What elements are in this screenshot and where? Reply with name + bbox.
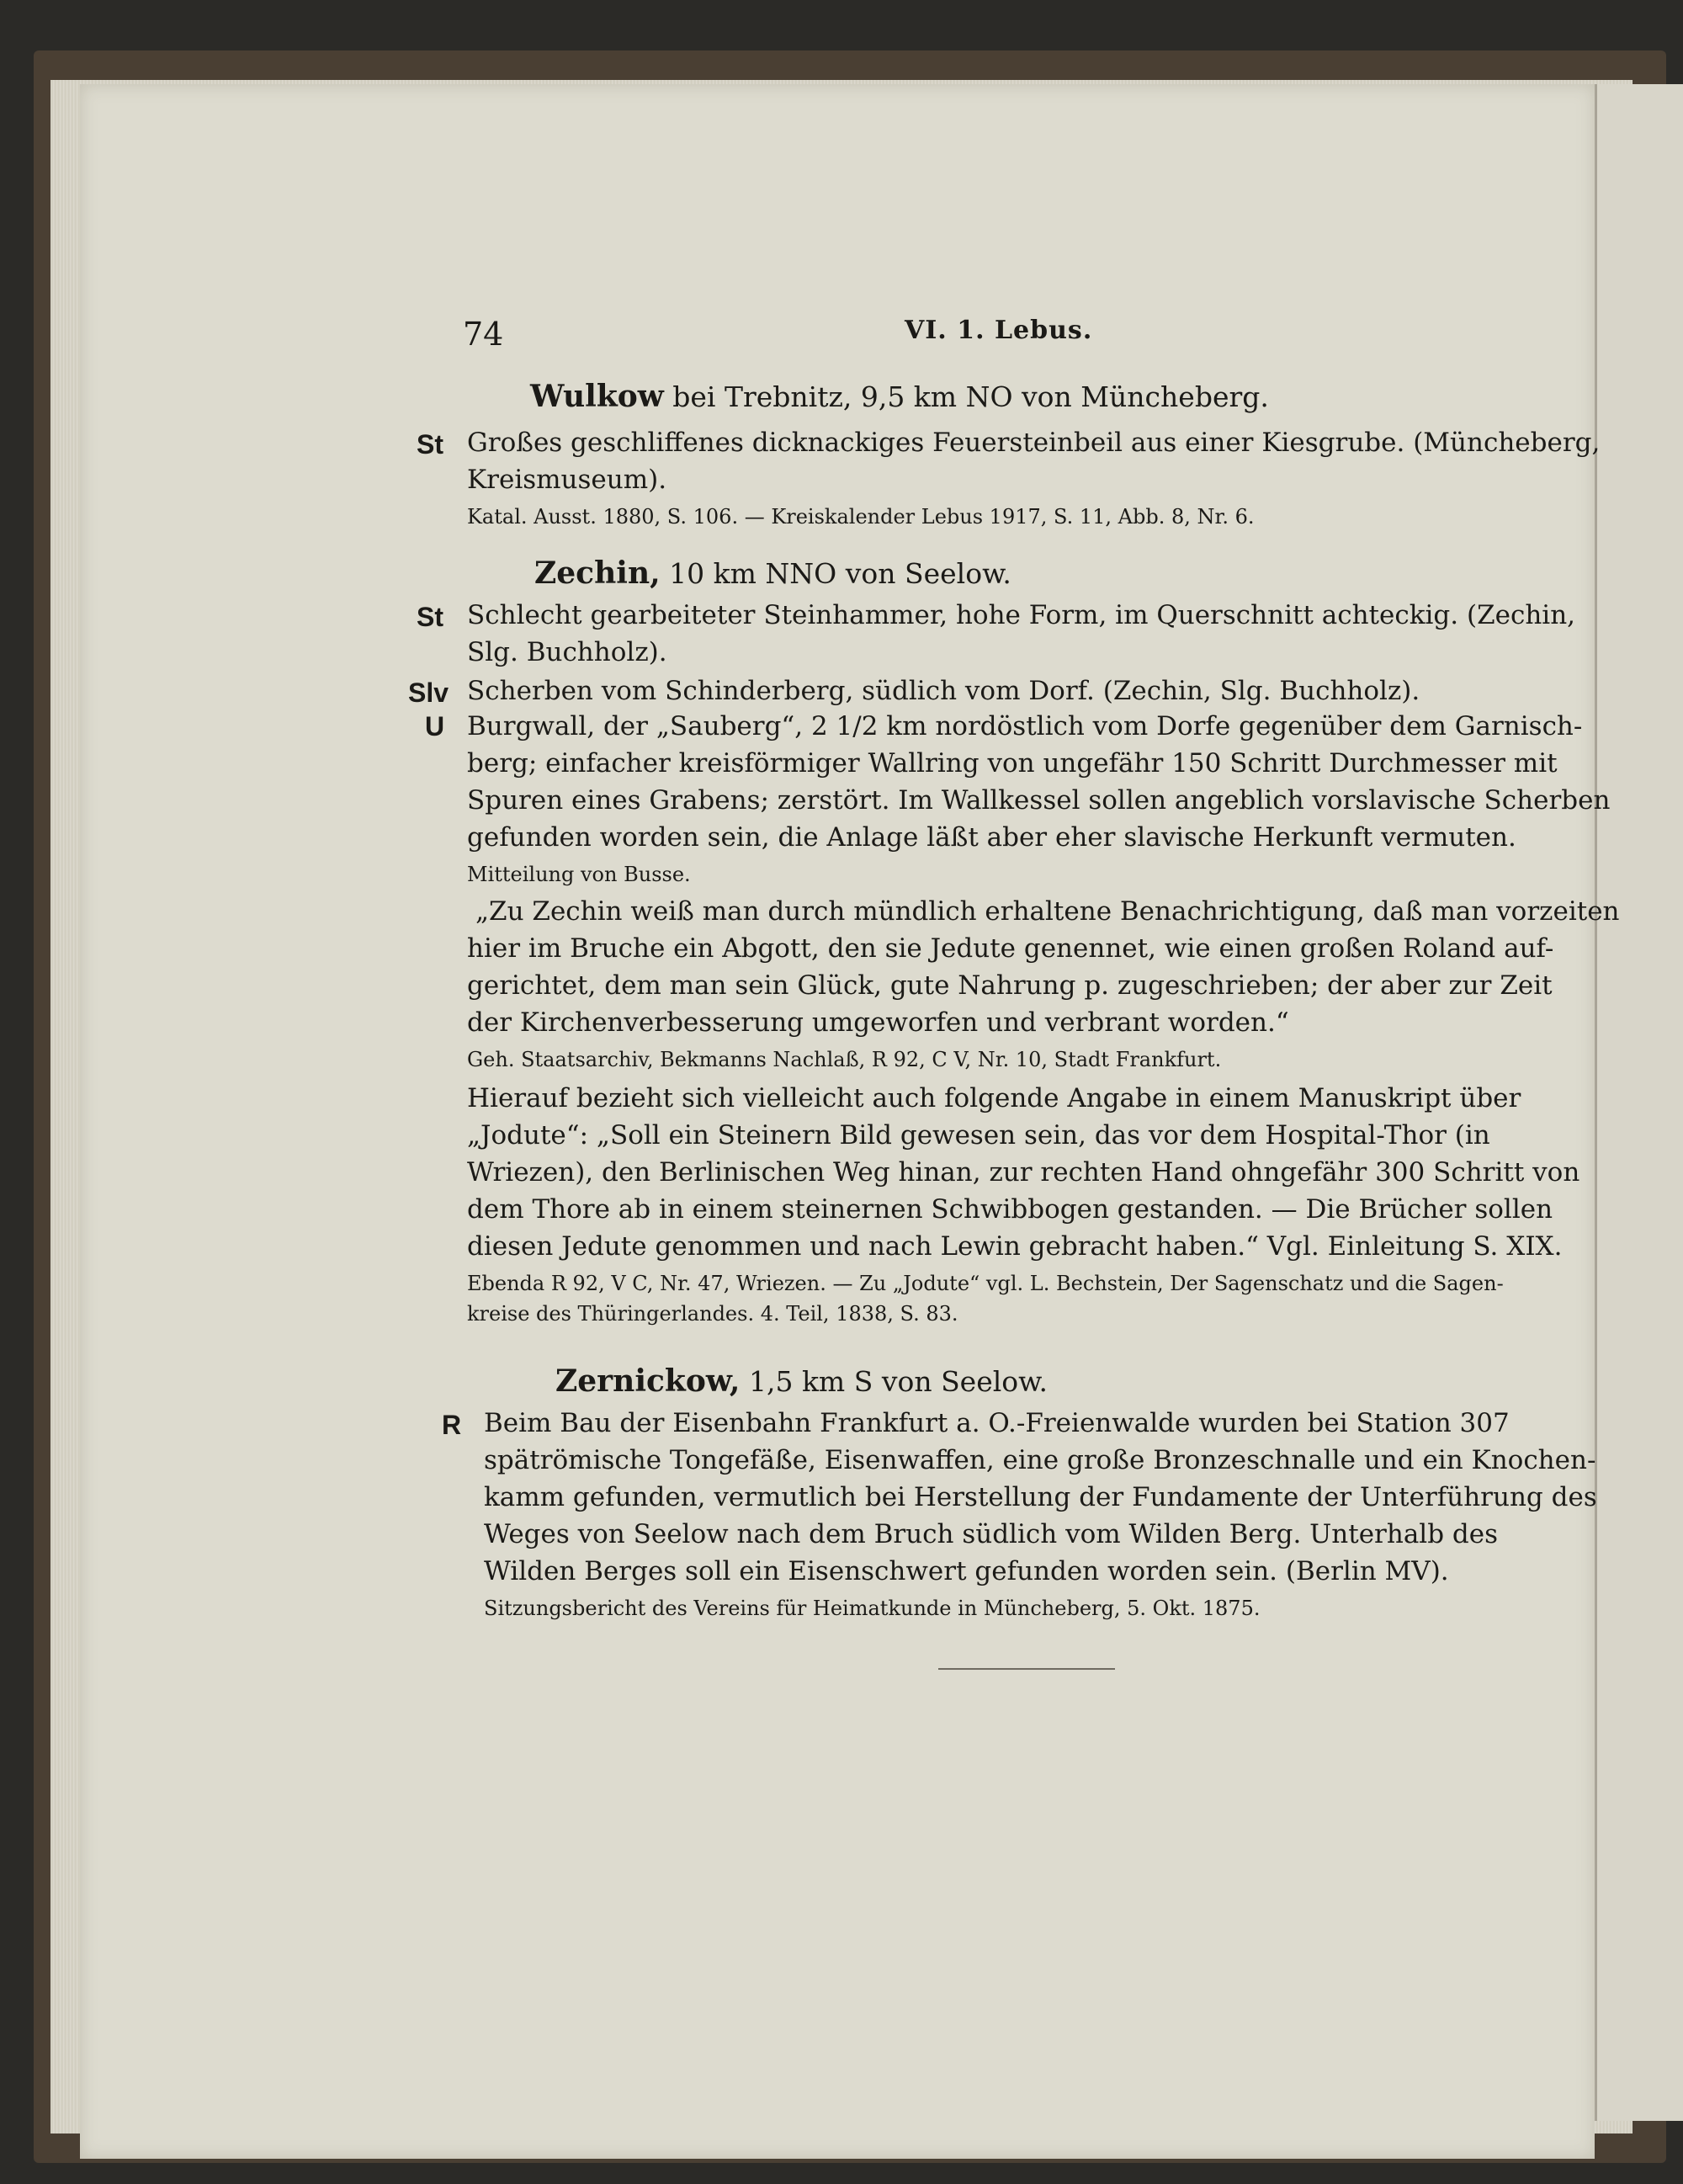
entry-text-line: dem Thore ab in einem steinernen Schwibbogen gestanden. — Die Brücher sollen [467, 1194, 1553, 1225]
quote-line: hier im Bruche ein Abgott, den sie Jedute genennet, wie einen großen Roland auf- [467, 933, 1554, 964]
book-page [80, 84, 1620, 2159]
entry-text-line: Schlecht gearbeiteter Steinhammer, hohe Form, im Querschnitt achteckig. (Zechin, [467, 600, 1576, 630]
entry-text-line: „Jodute“: „Soll ein Steinern Bild gewesen sein, das vor dem Hospital-Thor (in [467, 1120, 1490, 1150]
entry-text-line: Burgwall, der „Sauberg“, 2 1/2 km nordöstlich vom Dorfe gegenüber dem Garnisch- [467, 711, 1583, 741]
entry-reference: Geh. Staatsarchiv, Bekmanns Nachlaß, R 92, C V, Nr. 10, Stadt Frankfurt. [467, 1048, 1222, 1071]
place-name: Zechin, [534, 555, 661, 591]
place-location: 10 km NNO von Seelow. [669, 557, 1011, 590]
entry-text-line: Beim Bau der Eisenbahn Frankfurt a. O.-Freienwalde wurden bei Station 307 [484, 1408, 1510, 1438]
entry-text-line: Weges von Seelow nach dem Bruch südlich vom Wilden Berg. Unterhalb des [484, 1519, 1499, 1549]
category-marker: R [442, 1410, 462, 1440]
quote-line: gerichtet, dem man sein Glück, gute Nahrung p. zugeschrieben; der aber zur Zeit [467, 970, 1553, 1001]
category-marker: St [417, 429, 443, 460]
category-marker: U [425, 711, 445, 741]
entry-text-line: spätrömische Tongefäße, Eisenwaffen, eine große Bronzeschnalle und ein Knochen- [484, 1445, 1596, 1475]
entry-text-line: diesen Jedute genommen und nach Lewin gebracht haben.“ Vgl. Einleitung S. XIX. [467, 1231, 1563, 1262]
entry-text-line: Slg. Buchholz). [467, 637, 667, 667]
category-marker: Slv [408, 678, 449, 708]
place-location: bei Trebnitz, 9,5 km NO von Müncheberg. [672, 380, 1269, 413]
entry-reference: Sitzungsbericht des Vereins für Heimatkunde in Müncheberg, 5. Okt. 1875. [484, 1597, 1261, 1620]
entry-text-line: kamm gefunden, vermutlich bei Herstellung der Fundamente der Unterführung des [484, 1482, 1597, 1512]
place-location: 1,5 km S von Seelow. [748, 1365, 1048, 1398]
running-head: VI. 1. Lebus. [905, 316, 1093, 345]
entry-heading-wulkow [530, 379, 1269, 414]
quote-line: der Kirchenverbesserung umgeworfen und verbrant worden.“ [467, 1007, 1289, 1038]
entry-text-line: gefunden worden sein, die Anlage läßt aber eher slavische Herkunft vermuten. [467, 822, 1516, 853]
entry-heading-zernickow [555, 1363, 1048, 1399]
entry-reference: Mitteilung von Busse. [467, 863, 691, 886]
place-name: Wulkow [530, 379, 664, 414]
entry-text-line: Hierauf bezieht sich vielleicht auch folgende Angabe in einem Manuskript über [467, 1083, 1521, 1113]
quote-line: „Zu Zechin weiß man durch mündlich erhaltene Benachrichtigung, daß man vorzeiten [475, 896, 1620, 927]
entry-text-line: Spuren eines Grabens; zerstört. Im Wallkessel sollen angeblich vorslavische Scherben [467, 785, 1611, 816]
entry-text-line: Großes geschliffenes dicknackiges Feuersteinbeil aus einer Kiesgrube. (Müncheberg, [467, 428, 1601, 458]
category-marker: St [417, 602, 443, 632]
entry-reference: Ebenda R 92, V C, Nr. 47, Wriezen. — Zu „Jodute“ vgl. L. Bechstein, Der Sagenschatz und die Sagen- [467, 1272, 1504, 1295]
entry-text-line: Wilden Berges soll ein Eisenschwert gefunden worden sein. (Berlin MV). [484, 1556, 1449, 1586]
place-name: Zernickow, [555, 1363, 741, 1399]
entry-heading-zechin [534, 555, 1011, 591]
entry-reference: Katal. Ausst. 1880, S. 106. — Kreiskalender Lebus 1917, S. 11, Abb. 8, Nr. 6. [467, 505, 1255, 529]
entry-text-line: Wriezen), den Berlinischen Weg hinan, zur rechten Hand ohngefähr 300 Schritt von [467, 1157, 1580, 1188]
entry-text-line: Kreismuseum). [467, 465, 667, 495]
closing-rule [938, 1668, 1115, 1670]
page-number: 74 [463, 316, 504, 353]
entry-reference: kreise des Thüringerlandes. 4. Teil, 1838, S. 83. [467, 1302, 958, 1326]
entry-text-line: Scherben vom Schinderberg, südlich vom Dorf. (Zechin, Slg. Buchholz). [467, 676, 1420, 706]
facing-page-edge [1595, 84, 1683, 2121]
entry-text-line: berg; einfacher kreisförmiger Wallring von ungefähr 150 Schritt Durchmesser mit [467, 748, 1558, 778]
